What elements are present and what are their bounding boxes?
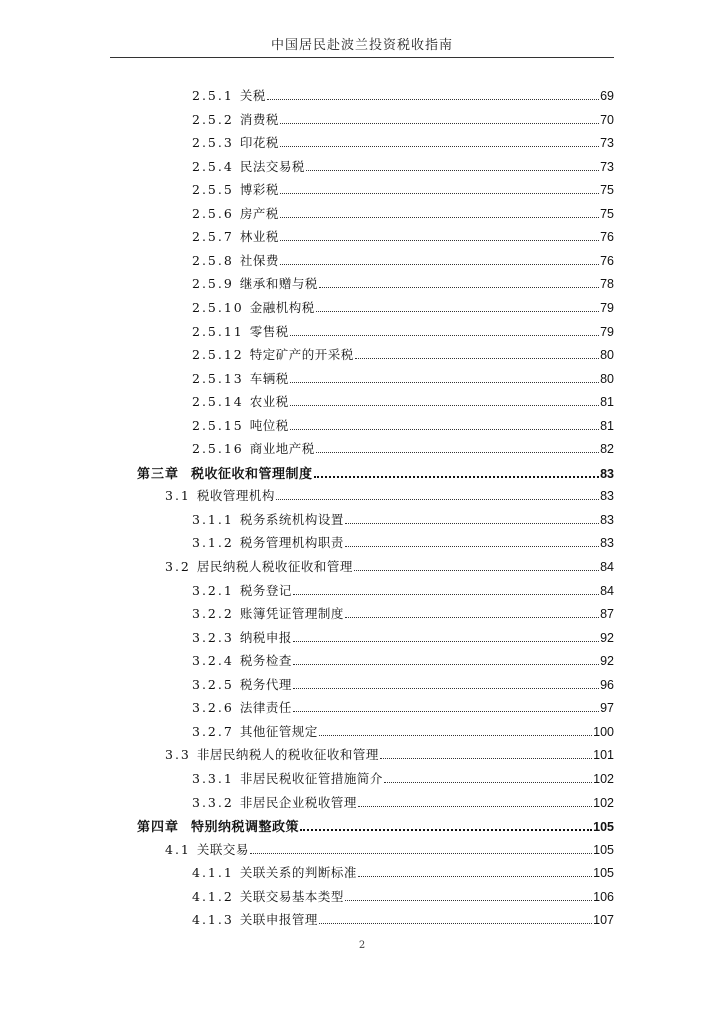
page-number: 2 <box>358 940 366 951</box>
toc-entry-page: 96 <box>600 677 614 692</box>
toc-entry-page: 83 <box>600 536 614 551</box>
toc-entry[interactable] <box>192 416 614 438</box>
toc-entry-page: 92 <box>600 630 614 645</box>
toc-entry-title: 其他征管规定 <box>239 723 318 739</box>
toc-dot-leader <box>293 711 599 712</box>
toc-dot-leader <box>293 594 599 595</box>
toc-entry[interactable] <box>192 510 614 532</box>
toc-entry[interactable] <box>192 251 614 273</box>
toc-entry-page: 107 <box>593 913 614 928</box>
toc-dot-leader <box>345 546 599 547</box>
toc-entry-title: 非居民企业税收管理 <box>239 794 357 810</box>
toc-entry-title: 关联交易基本类型 <box>239 888 344 904</box>
toc-entry-page: 105 <box>593 820 614 835</box>
toc-entry-title: 林业税 <box>239 229 279 245</box>
toc-entry-title: 关联交易 <box>196 841 249 857</box>
toc-entry-number: 3.2.1 <box>192 582 234 598</box>
toc-entry-page: 102 <box>593 795 614 810</box>
toc-entry-title: 税务管理机构职责 <box>239 535 344 551</box>
toc-dot-leader <box>306 170 599 171</box>
toc-entry-title: 民法交易税 <box>239 158 305 174</box>
toc-dot-leader <box>276 499 599 500</box>
toc-entry-title: 消费税 <box>239 111 279 127</box>
toc-entry-number: 2.5.6 <box>192 205 234 221</box>
toc-entry[interactable] <box>192 133 614 155</box>
toc-entry-number: 4.1 <box>165 841 191 857</box>
toc-entry[interactable] <box>192 651 614 673</box>
toc-entry-page: 78 <box>600 277 614 292</box>
toc-entry[interactable] <box>192 86 614 108</box>
toc-entry-number: 3.1 <box>165 488 191 504</box>
toc-dot-leader <box>267 99 599 100</box>
toc-entry-title: 税务系统机构设置 <box>239 511 344 527</box>
toc-entry-page: 75 <box>600 206 614 221</box>
toc-entry[interactable] <box>192 769 614 791</box>
toc-entry[interactable] <box>192 274 614 296</box>
toc-entry[interactable] <box>192 369 614 391</box>
toc-entry-page: 75 <box>600 183 614 198</box>
toc-entry-title: 关联关系的判断标准 <box>239 865 357 881</box>
toc-entry-title: 特定矿产的开采税 <box>249 347 354 363</box>
header-divider <box>110 57 614 58</box>
toc-entry-title: 非居民纳税人的税收征收和管理 <box>196 747 379 763</box>
toc-entry-title: 税务代理 <box>239 676 292 692</box>
toc-entry-title: 账簿凭证管理制度 <box>239 606 344 622</box>
toc-entry[interactable] <box>192 793 614 815</box>
toc-entry-title: 法律责任 <box>239 700 292 716</box>
toc-entry-page: 76 <box>600 230 614 245</box>
toc-dot-leader <box>380 758 592 759</box>
toc-entry-page: 81 <box>600 418 614 433</box>
toc-entry[interactable] <box>192 439 614 461</box>
toc-entry-title: 特别纳税调整政策 <box>191 820 300 836</box>
toc-dot-leader <box>355 358 599 359</box>
toc-dot-leader <box>250 853 592 854</box>
toc-dot-leader <box>314 476 600 478</box>
toc-entry[interactable] <box>192 604 614 626</box>
toc-entry-number: 2.5.3 <box>192 135 234 151</box>
toc-entry-title: 吨位税 <box>249 417 289 433</box>
toc-dot-leader <box>280 264 599 265</box>
toc-entry-page: 80 <box>600 371 614 386</box>
toc-entry-number: 2.5.12 <box>192 347 244 363</box>
toc-entry-page: 105 <box>593 842 614 857</box>
toc-entry[interactable] <box>192 110 614 132</box>
toc-entry-title: 农业税 <box>249 394 289 410</box>
toc-entry-number: 2.5.11 <box>192 323 244 339</box>
toc-entry-number: 3.2.6 <box>192 700 234 716</box>
toc-dot-leader <box>316 311 599 312</box>
toc-entry-page: 79 <box>600 324 614 339</box>
toc-entry-number: 4.1.3 <box>192 912 234 928</box>
toc-entry[interactable] <box>192 698 614 720</box>
toc-entry-number: 2.5.10 <box>192 299 244 315</box>
toc-entry[interactable] <box>165 557 614 579</box>
running-header: 中国居民赴波兰投资税收指南 <box>270 38 453 53</box>
toc-dot-leader <box>293 688 599 689</box>
toc-entry[interactable] <box>192 227 614 249</box>
toc-entry-page: 80 <box>600 348 614 363</box>
toc-entry[interactable] <box>192 863 614 885</box>
toc-entry[interactable] <box>137 816 614 838</box>
toc-dot-leader <box>290 405 599 406</box>
toc-entry[interactable] <box>192 392 614 414</box>
toc-dot-leader <box>384 782 592 783</box>
toc-entry-title: 博彩税 <box>239 182 279 198</box>
toc-entry-number: 3.1.1 <box>192 511 234 527</box>
toc-dot-leader <box>319 287 599 288</box>
toc-entry-title: 税务检查 <box>239 653 292 669</box>
toc-entry-page: 84 <box>600 560 614 574</box>
toc-entry[interactable] <box>192 910 614 932</box>
toc-entry-number: 第四章 <box>137 820 180 836</box>
toc-entry-number: 3.3 <box>165 747 191 763</box>
toc-entry-number: 2.5.14 <box>192 394 244 410</box>
toc-entry-number: 第三章 <box>137 466 180 482</box>
toc-entry[interactable] <box>192 887 614 909</box>
toc-dot-leader <box>345 617 599 618</box>
toc-entry-number: 2.5.9 <box>192 276 234 292</box>
toc-entry-title: 继承和赠与税 <box>239 276 318 292</box>
toc-entry-page: 106 <box>593 889 614 904</box>
toc-entry-title: 税务登记 <box>239 582 292 598</box>
toc-entry-page: 83 <box>600 466 614 481</box>
toc-dot-leader <box>316 452 599 453</box>
toc-entry-number: 2.5.13 <box>192 370 244 386</box>
toc-dot-leader <box>319 735 592 736</box>
toc-entry-title: 车辆税 <box>249 370 289 386</box>
toc-dot-leader <box>293 664 599 665</box>
toc-dot-leader <box>280 217 599 218</box>
toc-entry-title: 社保费 <box>239 252 279 268</box>
toc-dot-leader <box>280 146 599 147</box>
toc-dot-leader <box>280 240 599 241</box>
toc-entry-page: 83 <box>600 489 614 504</box>
toc-entry-page: 97 <box>600 701 614 716</box>
toc-entry-page: 70 <box>600 112 614 127</box>
toc-entry-page: 100 <box>593 724 614 739</box>
toc-entry-number: 3.3.2 <box>192 794 234 810</box>
toc-entry-page: 87 <box>600 607 614 622</box>
toc-entry-number: 2.5.1 <box>192 88 234 103</box>
toc-entry-page: 79 <box>600 300 614 315</box>
toc-entry-page: 83 <box>600 512 614 527</box>
toc-entry-page: 92 <box>600 654 614 669</box>
toc-entry-number: 3.2.4 <box>192 653 234 669</box>
toc-entry-title: 房产税 <box>239 205 279 221</box>
toc-entry-page: 101 <box>593 748 614 763</box>
toc-entry-title: 纳税申报 <box>239 629 292 645</box>
toc-dot-leader <box>358 876 592 877</box>
toc-dot-leader <box>354 570 599 571</box>
toc-entry-title: 商业地产税 <box>249 441 315 457</box>
toc-dot-leader <box>280 123 599 124</box>
toc-entry-number: 2.5.16 <box>192 441 244 457</box>
toc-entry[interactable] <box>192 533 614 555</box>
toc-entry[interactable] <box>192 722 614 744</box>
toc-entry-title: 关税 <box>239 88 266 103</box>
toc-entry-number: 2.5.2 <box>192 111 234 127</box>
toc-dot-leader <box>280 193 599 194</box>
toc-entry-title: 非居民税收征管措施简介 <box>239 770 383 786</box>
toc-dot-leader <box>290 382 599 383</box>
toc-dot-leader <box>358 806 592 807</box>
toc-entry-number: 2.5.5 <box>192 182 234 198</box>
toc-entry[interactable] <box>192 204 614 226</box>
toc-entry-page: 82 <box>600 442 614 457</box>
toc-entry-page: 76 <box>600 253 614 268</box>
toc-entry-number: 3.2.2 <box>192 606 234 622</box>
toc-entry-page: 84 <box>600 583 614 598</box>
toc-entry-page: 81 <box>600 395 614 410</box>
toc-entry-number: 2.5.15 <box>192 417 244 433</box>
toc-entry-number: 4.1.2 <box>192 888 234 904</box>
toc-dot-leader <box>345 900 592 901</box>
toc-entry-title: 税收管理机构 <box>196 488 275 504</box>
toc-entry-page: 69 <box>600 89 614 103</box>
toc-dot-leader <box>300 829 592 831</box>
toc-entry[interactable] <box>192 581 614 603</box>
toc-dot-leader <box>293 641 599 642</box>
toc-entry-page: 73 <box>600 136 614 151</box>
toc-entry-title: 金融机构税 <box>249 299 315 315</box>
toc-entry-number: 3.2.3 <box>192 629 234 645</box>
toc-entry-number: 2.5.7 <box>192 229 234 245</box>
toc-entry-number: 3.3.1 <box>192 770 234 786</box>
toc-entry-number: 3.2.7 <box>192 723 234 739</box>
toc-entry-number: 3.2 <box>165 559 191 574</box>
toc-entry[interactable] <box>165 840 614 862</box>
toc-entry[interactable] <box>192 628 614 650</box>
toc-entry-number: 4.1.1 <box>192 865 234 881</box>
toc-entry-title: 关联申报管理 <box>239 912 318 928</box>
toc-entry-number: 3.1.2 <box>192 535 234 551</box>
toc-entry-title: 税收征收和管理制度 <box>191 466 313 482</box>
toc-entry[interactable] <box>165 745 614 767</box>
toc-entry-title: 居民纳税人税收征收和管理 <box>196 559 353 574</box>
toc-entry-title: 印花税 <box>239 135 279 151</box>
toc-dot-leader <box>319 923 592 924</box>
toc-entry-page: 102 <box>593 771 614 786</box>
toc-entry[interactable] <box>137 463 614 485</box>
toc-entry-title: 零售税 <box>249 323 289 339</box>
toc-entry[interactable] <box>192 298 614 320</box>
toc-entry-number: 2.5.4 <box>192 158 234 174</box>
toc-entry[interactable] <box>192 322 614 344</box>
toc-dot-leader <box>290 429 599 430</box>
toc-entry-number: 2.5.8 <box>192 252 234 268</box>
toc-entry[interactable] <box>192 180 614 202</box>
toc-entry-page: 105 <box>593 866 614 881</box>
toc-dot-leader <box>345 523 599 524</box>
toc-entry[interactable] <box>192 675 614 697</box>
toc-entry-number: 3.2.5 <box>192 676 234 692</box>
toc-entry[interactable] <box>192 345 614 367</box>
toc-entry[interactable] <box>165 486 614 508</box>
toc-dot-leader <box>290 335 599 336</box>
toc-entry-page: 73 <box>600 159 614 174</box>
toc-entry[interactable] <box>192 157 614 179</box>
